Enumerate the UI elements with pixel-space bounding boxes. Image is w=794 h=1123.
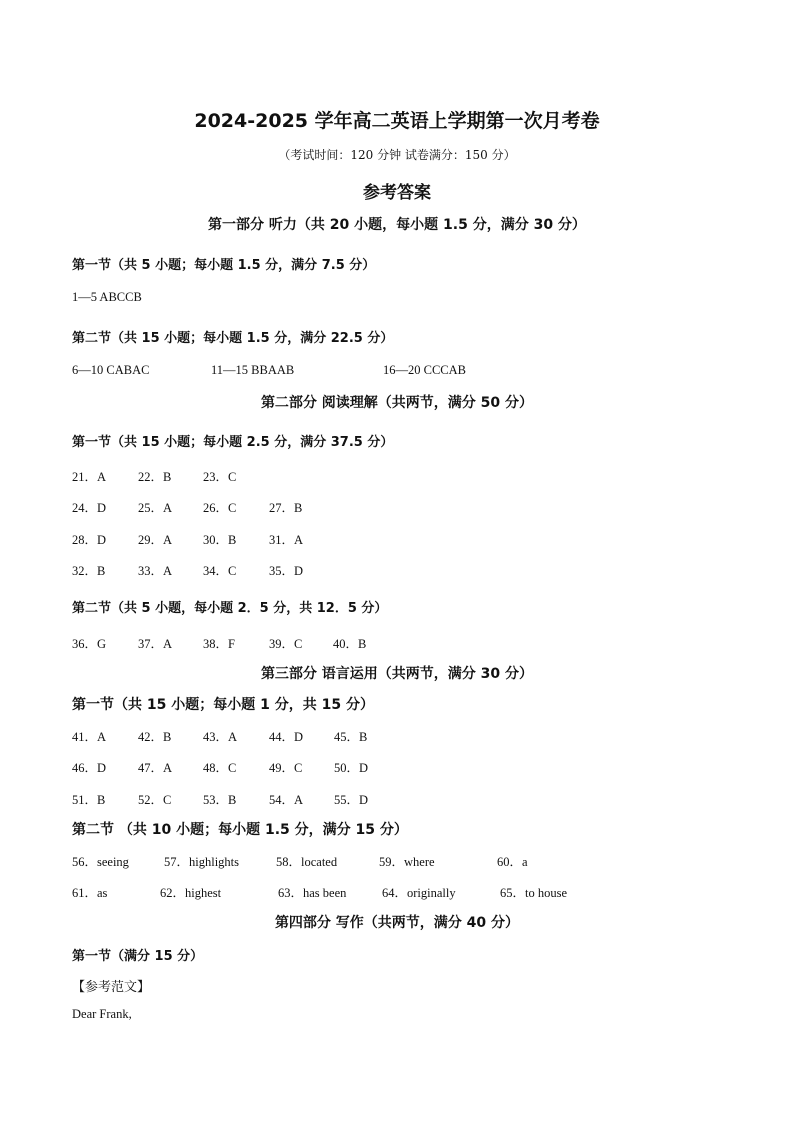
answer-item: 42．B — [138, 730, 172, 744]
answer-group: 11—15 BBAAB — [211, 363, 295, 377]
answer-item: 64．originally — [382, 886, 456, 900]
answer-item: 55．D — [334, 793, 369, 807]
answer-item: 61．as — [72, 886, 108, 900]
exam-info: （考试时间：120 分钟 试卷满分：150 分） — [278, 148, 516, 162]
part2-heading: 第二部分 阅读理解（共两节，满分 50 分） — [260, 395, 534, 411]
answer-item: 53．B — [203, 793, 237, 807]
answer-item: 65．to house — [500, 886, 568, 900]
answer-item: 59．where — [379, 855, 435, 869]
part3-heading: 第三部分 语言运用（共两节，满分 30 分） — [260, 666, 534, 682]
answer-item: 58．located — [276, 855, 338, 869]
part1-sec1-answers: 1—5 ABCCB — [72, 290, 142, 304]
answer-item: 48．C — [203, 761, 237, 775]
answer-item: 44．D — [269, 730, 304, 744]
answer-item: 39．C — [269, 637, 303, 651]
answer-item: 33．A — [138, 564, 173, 578]
answer-item: 24．D — [72, 501, 107, 515]
page-title: 2024-2025 学年高二英语上学期第一次月考卷 — [194, 110, 600, 132]
answer-item: 54．A — [269, 793, 304, 807]
answer-item: 22．B — [138, 470, 172, 484]
answer-item: 49．C — [269, 761, 303, 775]
answer-item: 57．highlights — [164, 855, 240, 869]
answer-item: 32．B — [72, 564, 106, 578]
answer-item: 27．B — [269, 501, 303, 515]
answer-item: 30．B — [203, 533, 237, 547]
answer-item: 31．A — [269, 533, 304, 547]
answer-group: 6—10 CABAC — [72, 363, 150, 377]
part2-sec1-heading: 第一节（共 15 小题；每小题 2.5 分，满分 37.5 分） — [72, 435, 394, 450]
answer-item: 25．A — [138, 501, 173, 515]
part1-sec1-heading: 第一节（共 5 小题；每小题 1.5 分，满分 7.5 分） — [72, 258, 376, 273]
part1-sec2-heading: 第二节（共 15 小题；每小题 1.5 分，满分 22.5 分） — [72, 331, 394, 346]
answer-item: 26．C — [203, 501, 237, 515]
part2-sec2-heading: 第二节（共 5 小题，每小题 2．5 分，共 12．5 分） — [72, 601, 388, 616]
letter-greeting: Dear Frank, — [72, 1007, 132, 1021]
answer-group: 16—20 CCCAB — [383, 363, 467, 377]
answer-item: 38．F — [203, 637, 235, 651]
answer-item: 51．B — [72, 793, 106, 807]
answer-item: 46．D — [72, 761, 107, 775]
answer-item: 62．highest — [160, 886, 222, 900]
answer-item: 43．A — [203, 730, 238, 744]
answer-item: 50．D — [334, 761, 369, 775]
part3-sec2-heading: 第二节 （共 10 小题；每小题 1.5 分，满分 15 分） — [72, 822, 408, 838]
answer-item: 35．D — [269, 564, 304, 578]
answer-item: 47．A — [138, 761, 173, 775]
part1-heading: 第一部分 听力（共 20 小题，每小题 1.5 分，满分 30 分） — [208, 217, 586, 233]
answer-item: 40．B — [333, 637, 367, 651]
answer-item: 29．A — [138, 533, 173, 547]
part3-sec1-heading: 第一节（共 15 小题；每小题 1 分，共 15 分） — [72, 697, 374, 713]
answer-item: 56．seeing — [72, 855, 129, 869]
answer-title: 参考答案 — [363, 183, 431, 203]
answer-item: 41．A — [72, 730, 107, 744]
answer-item: 21．A — [72, 470, 107, 484]
part4-sec1-heading: 第一节（满分 15 分） — [72, 949, 204, 964]
part4-heading: 第四部分 写作（共两节，满分 40 分） — [274, 915, 520, 931]
answer-item: 45．B — [334, 730, 368, 744]
answer-item: 37．A — [138, 637, 173, 651]
answer-item: 60．a — [497, 855, 528, 869]
answer-item: 52．C — [138, 793, 172, 807]
sample-essay-label: 【参考范文】 — [72, 980, 151, 995]
answer-item: 28．D — [72, 533, 107, 547]
answer-item: 23．C — [203, 470, 237, 484]
answer-item: 34．C — [203, 564, 237, 578]
answer-item: 36．G — [72, 637, 107, 651]
answer-item: 63．has been — [278, 886, 347, 900]
